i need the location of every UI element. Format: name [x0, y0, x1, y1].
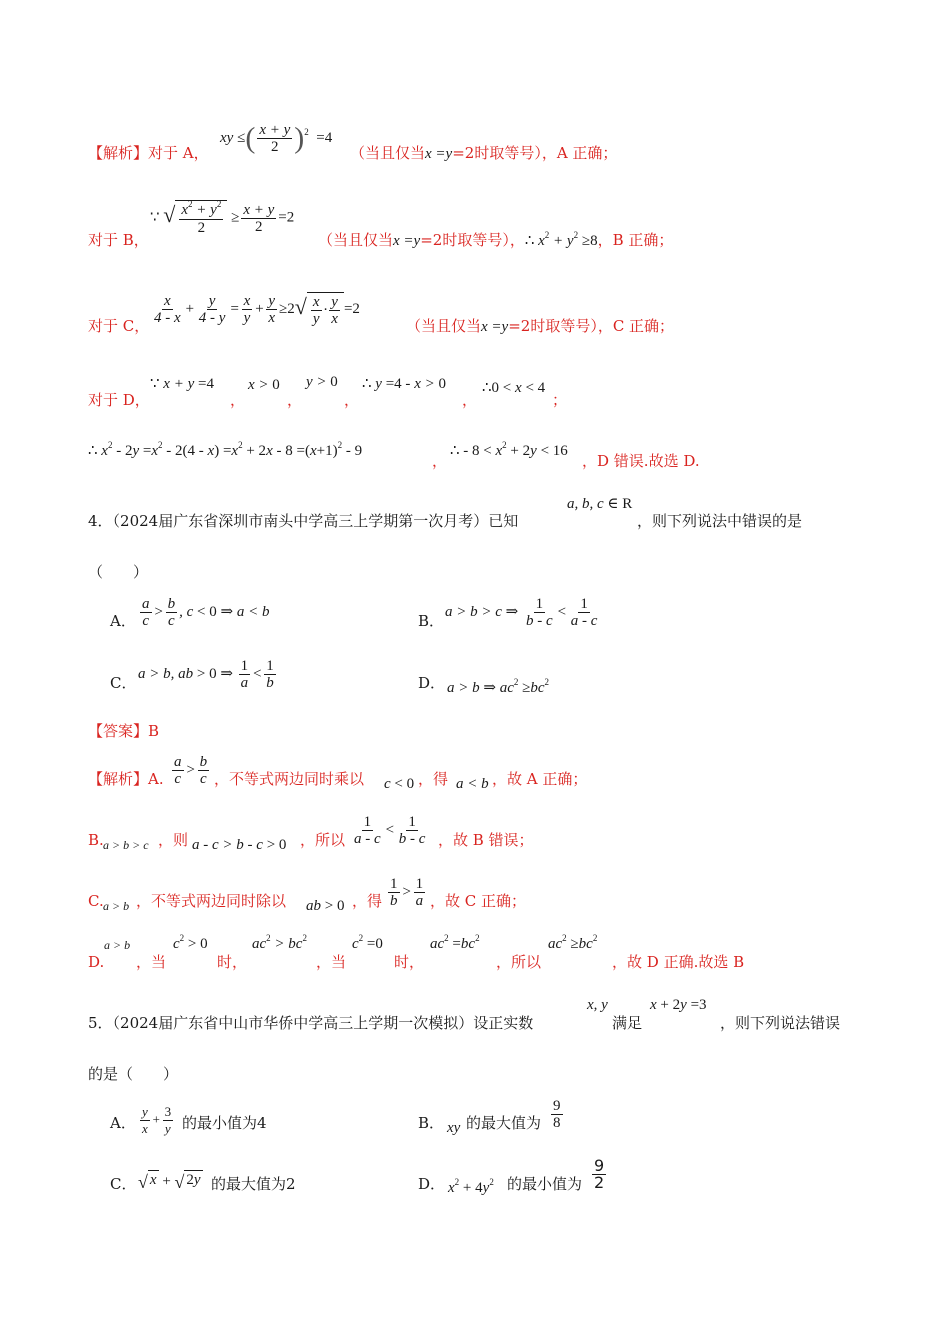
p3-d-cond3: y > 0 [306, 374, 338, 390]
q5-option-d: D． [418, 1175, 446, 1193]
q4-option-b: B． [418, 612, 445, 630]
p3-c-line: 对于 C， [88, 317, 150, 335]
q5-source: （2024届广东省中山市华侨中学高三上学期一次模拟）设正实数 [112, 1014, 534, 1032]
q4-exp-a: 【解析】A. [88, 770, 164, 788]
q4-option-d: D． [418, 674, 446, 692]
q5-var: x, y [587, 997, 608, 1013]
p3-a-line [88, 143, 209, 163]
q4-blank: （ ） [88, 563, 149, 581]
q4-option-a-math: $\frac{a}{c}$ > $\frac{b}{c}$ , c < 0 ⇒ a < b [142, 596, 270, 629]
p3-a-note: （当且仅当x =y=2时取等号），A 正确； [350, 144, 618, 162]
p3-d-line: 对于 D， [88, 391, 150, 409]
q4-source: （2024届广东省深圳市南头中学高三上学期第一次月考）已知 [112, 512, 519, 530]
p3-d-cond2: x > 0 [248, 377, 280, 393]
q4-stem [88, 511, 518, 531]
q4-option-a: A． [110, 612, 136, 630]
q5-cond: x + 2y =3 [650, 997, 707, 1013]
q5-option-a: A． [110, 1114, 136, 1132]
q4-number: 4． [88, 512, 113, 530]
q5-option-b: B． [418, 1114, 445, 1132]
q5-option-c: C． [110, 1175, 137, 1193]
q5-number: 5． [88, 1014, 113, 1032]
p3-c-note: （当且仅当x =y=2时取等号），C 正确； [406, 317, 675, 335]
p3-b-formula: ∵ √ $\frac{x^2 + y^2}{2}$ ≥ $\frac{x + y}{2}$ =2 [150, 199, 295, 236]
p3-d-cond1: ∵ x + y =4 [150, 376, 214, 392]
p3-a-formula: xy ≤( $\frac{x + y}{2}$ )$^2$ =4 [220, 121, 333, 155]
p3-b-line: 对于 B， [88, 231, 149, 249]
q4-exp-d: D. [88, 953, 105, 971]
p3-d-range: ∴0 < x < 4 [482, 380, 546, 396]
q4-option-c-math: a > b, ab > 0 ⇒ $\frac{1}{a}$ < $\frac{1}{b}$ [138, 658, 274, 691]
p3-d2-formula: ∴ $x^2 - 2y =x^2 - 2(4 - x) =x^2 + 2x - 8 =(x+1)^2 - 9$ [88, 440, 363, 459]
q4-answer: 【答案】B [88, 722, 160, 740]
p3-d-cond4: ∴ y =4 - x > 0 [362, 376, 446, 392]
q4-option-c: C． [110, 674, 137, 692]
p3-a-prefix: 【解析】对于 A， [88, 144, 209, 162]
q4-option-d-math: a > b ⇒ $ac^2 \ge bc^2$ [447, 677, 550, 696]
q5-stem-line2: 的是（ ） [88, 1065, 179, 1083]
p3-b-note: （当且仅当x =y=2时取等号），∴ $x^2 + y^2 \ge 8$，B 正确； [318, 230, 674, 249]
q4-option-b-math: a > b > c ⇒ $\frac{1}{b - c}$ < $\frac{1}{a - c}$ [445, 596, 598, 629]
q4-exp-c: C. [88, 892, 104, 910]
p3-d2-range: ∴ - $8 < x^2 + 2y < 16$ [450, 440, 568, 459]
q4-exp-b: B. [88, 831, 104, 849]
p3-c-formula: $\frac{x}{4 - x}$ + $\frac{y}{4 - y}$ = $\frac{x}{y}$ + $\frac{y}{x}$ ≥2 √ $\frac{x}{y}$ · $\frac{y}{x}$ =2 [154, 293, 360, 327]
q4-given: a, b, c ∈ R [567, 496, 633, 512]
q5-stem [88, 1013, 533, 1033]
